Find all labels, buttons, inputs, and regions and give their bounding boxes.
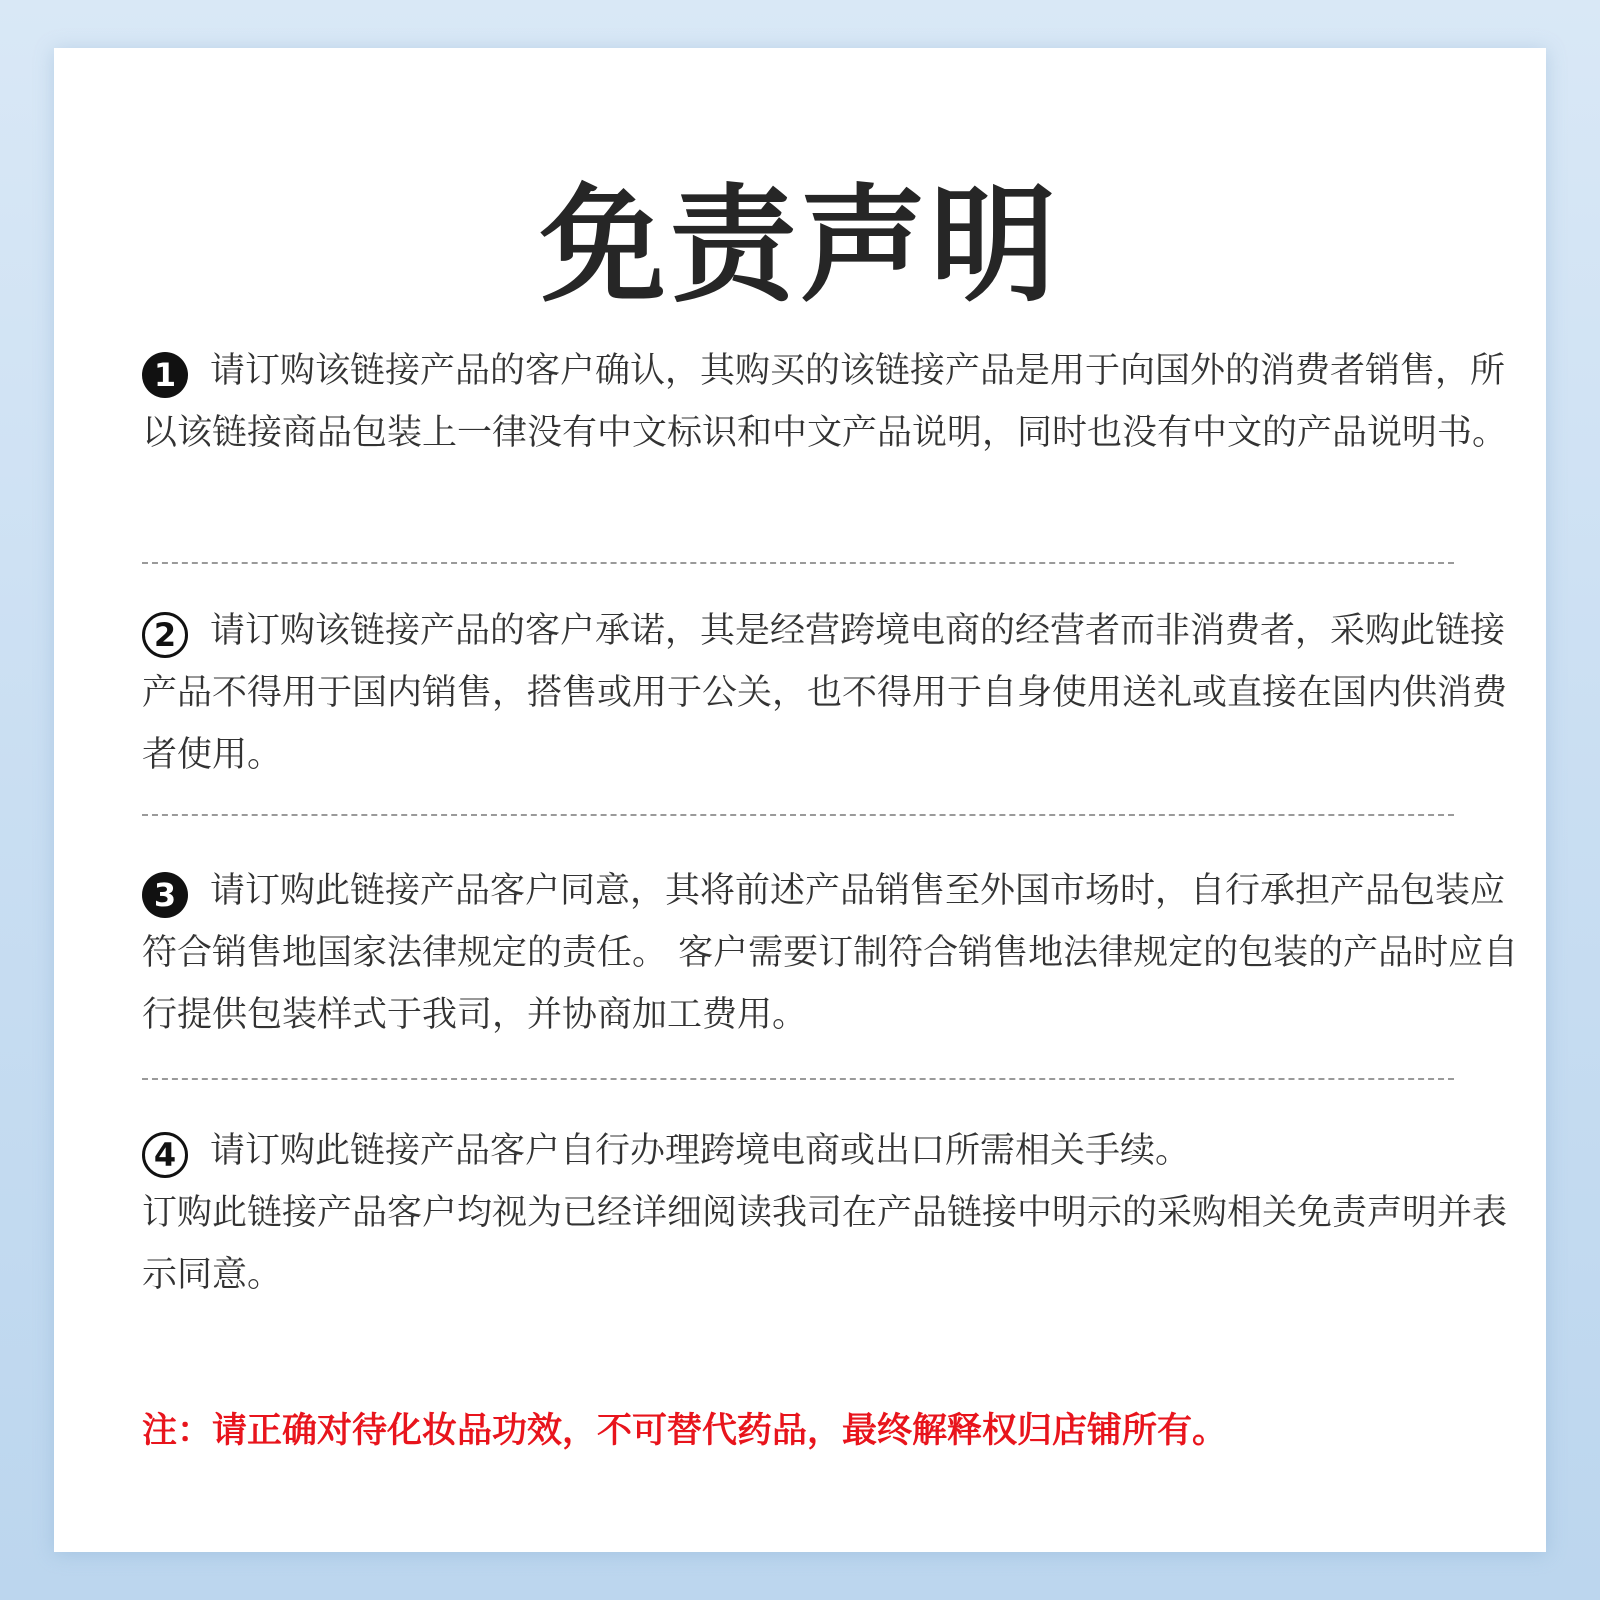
number-badge-1: 1 xyxy=(142,352,188,398)
disclaimer-text-3: 请订购此链接产品客户同意，其将前述产品销售至外国市场时，自行承担产品包装应符合销售地国家法律规定的责任。 客户需要订制符合销售地法律规定的包装的产品时应自行提供包装样式于我司，并协商加工费用。 xyxy=(142,871,1519,1035)
number-badge-2: 2 xyxy=(142,612,188,658)
dashed-divider-1 xyxy=(142,562,1454,564)
disclaimer-text-1: 请订购该链接产品的客户确认，其购买的该链接产品是用于向国外的消费者销售，所以该链接商品包装上一律没有中文标识和中文产品说明，同时也没有中文的产品说明书。 xyxy=(142,351,1508,453)
disclaimer-text-2: 请订购该链接产品的客户承诺，其是经营跨境电商的经营者而非消费者，采购此链接产品不得用于国内销售，搭售或用于公关，也不得用于自身使用送礼或直接在国内供消费者使用。 xyxy=(142,611,1508,775)
page-title: 免责声明 xyxy=(540,172,1060,319)
disclaimer-card xyxy=(54,48,1546,1552)
disclaimer-item-4 xyxy=(142,1120,1522,1306)
disclaimer-text-4: 请订购此链接产品客户自行办理跨境电商或出口所需相关手续。 xyxy=(210,1131,1191,1171)
disclaimer-item-3 xyxy=(142,860,1522,1046)
footnote: 注：请正确对待化妆品功效，不可替代药品，最终解释权归店铺所有。 xyxy=(142,1411,1228,1451)
number-badge-3: 3 xyxy=(142,872,188,918)
disclaimer-item-2 xyxy=(142,600,1522,786)
disclaimer-agreement-text: 订购此链接产品客户均视为已经详细阅读我司在产品链接中明示的采购相关免责声明并表示同意。 xyxy=(142,1193,1508,1295)
dashed-divider-2 xyxy=(142,814,1454,816)
dashed-divider-3 xyxy=(142,1078,1454,1080)
number-badge-4: 4 xyxy=(142,1132,188,1178)
disclaimer-item-1 xyxy=(142,340,1522,464)
